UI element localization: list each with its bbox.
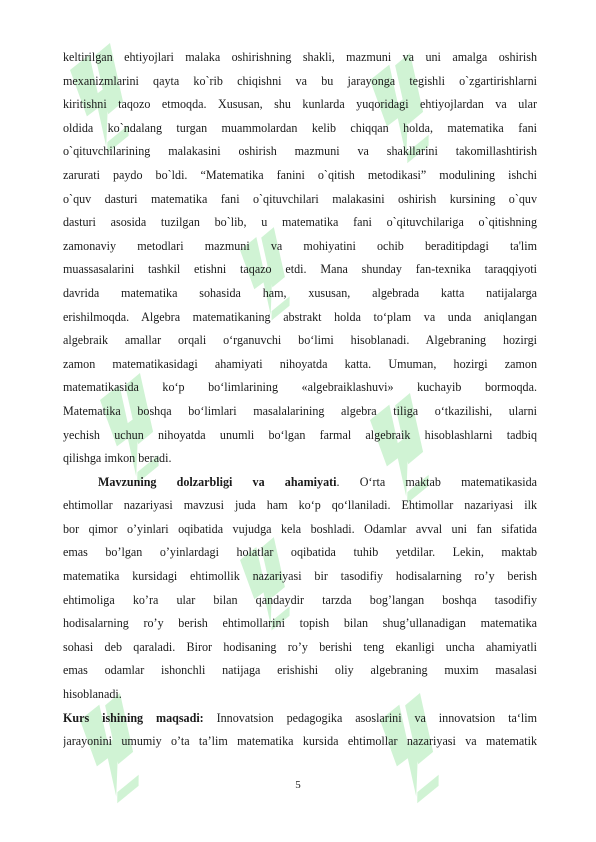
text-line: emas odamlar ishonchli natijaga erishishi oliy algebraning muxim masalasi [63,663,537,678]
text-line: oldida ko`ndalang turgan muammolardan kelib chiqqan holda, matematika fani [63,120,537,135]
text-line: davrida matematika sohasida ham, xususan, algebrada katta natijalarga [63,285,537,300]
page-number: 5 [295,779,301,791]
relevance-text: . O‘rta maktab matematikasida [336,474,537,489]
text-line: Matematika boshqa bo‘limlari masalalarining algebra tiliga o‘tkazilishi, ularni [63,403,537,418]
goal-heading: Kurs ishining maqsadi: [63,710,204,725]
text-line: keltirilgan ehtiyojlari malaka oshirishning shakli, mazmuni va uni amalga oshirish [63,50,537,64]
text-line: hisoblanadi. [63,687,122,702]
text-line: o`quv dasturi matematika fani o`qituvchilari malakasini oshirish kursining o`quv [63,191,537,206]
text-line: hodisalarning ro’y berish ehtimollarini topish bilan shug’ullanadigan matematika [63,616,537,631]
relevance-heading: Mavzuning dolzarbligi va ahamiyati [98,474,337,489]
text-line: muassasalarini tashkil etishni taqazo etdi. Mana shunday fan-texnika taraqqiyoti [63,262,537,277]
text-line: algebraik amallar orqali o‘rganuvchi bo‘limi hisoblanadi. Algebraning hozirgi [63,333,537,348]
text-line: zarurati paydo bo`ldi. “Matematika fanini o`qitish metodikasi” modulining ishchi [63,167,537,182]
goal-line [63,707,537,731]
goal-text: Innovatsion pedagogika asoslarini va innovatsion ta‘lim [203,710,537,725]
text-line: kiritishni taqozo etmoqda. Xususan, shu kunlarda yuqoridagi ehtiyojlardan va ular [63,97,537,112]
text-line: ehtimollar nazariyasi mavzusi juda ham ko‘p qo‘llaniladi. Ehtimollar nazariyasi ilk [63,498,537,513]
body-text [63,46,537,754]
text-line: jarayonini umumiy o’ta ta’lim matematika kursida ehtimollar nazariyasi va matematik [63,734,537,749]
text-line: matematika kursidagi ehtimollik nazariyasi bir tasodifiy hodisalarning ro’y berish [63,569,537,584]
text-line: erishilmoqda. Algebra matematikaning abstrakt holda to‘plam va unda aniqlangan [63,309,537,324]
text-line: matematikasida ko‘p bo‘limlarining «algebraiklashuvi» kuchayib bormoqda. [63,380,537,395]
text-line: qilishga imkon beradi. [63,451,172,466]
text-line: yechish uchun nihoyatda unumli bo‘lgan farmal algebraik hisoblashlarni tadbiq [63,427,537,442]
text-line: mexanizmlarini qayta ko`rib chiqishni va bu jarayonga tegishli o`zgartirishlarni [63,73,537,88]
text-line: o`qituvchilarining malakasini oshirish mazmuni va shakllarini takomillashtirish [63,144,537,159]
relevance-line [63,471,537,495]
text-line: emas bo’lgan o’yinlardagi holatlar oqibatida tuhib yetdilar. Lekin, maktab [63,545,537,560]
text-line: bor qimor o’yinlari oqibatida vujudga kela boshladi. Odamlar avval uni fan sifatida [63,521,537,536]
text-line: sohasi deb qaraladi. Biror hodisaning ro’y berishi teng ekanligi uncha ahamiyatli [63,639,537,654]
text-line: zamonaviy metodlari mazmuni va mohiyatini ochib beraditipdagi ta'lim [63,238,537,253]
text-line: ehtimoliga ko’ra ular bilan qandaydir tarzda bog’langan boshqa tasodifiy [63,592,537,607]
text-line: zamon matematikasidagi ahamiyati nihoyatda katta. Umuman, hozirgi zamon [63,356,537,371]
text-line: dasturi asosida tuzilgan bo`lib, u matematika fani o`qituvchilariga o`qitishning [63,215,537,230]
